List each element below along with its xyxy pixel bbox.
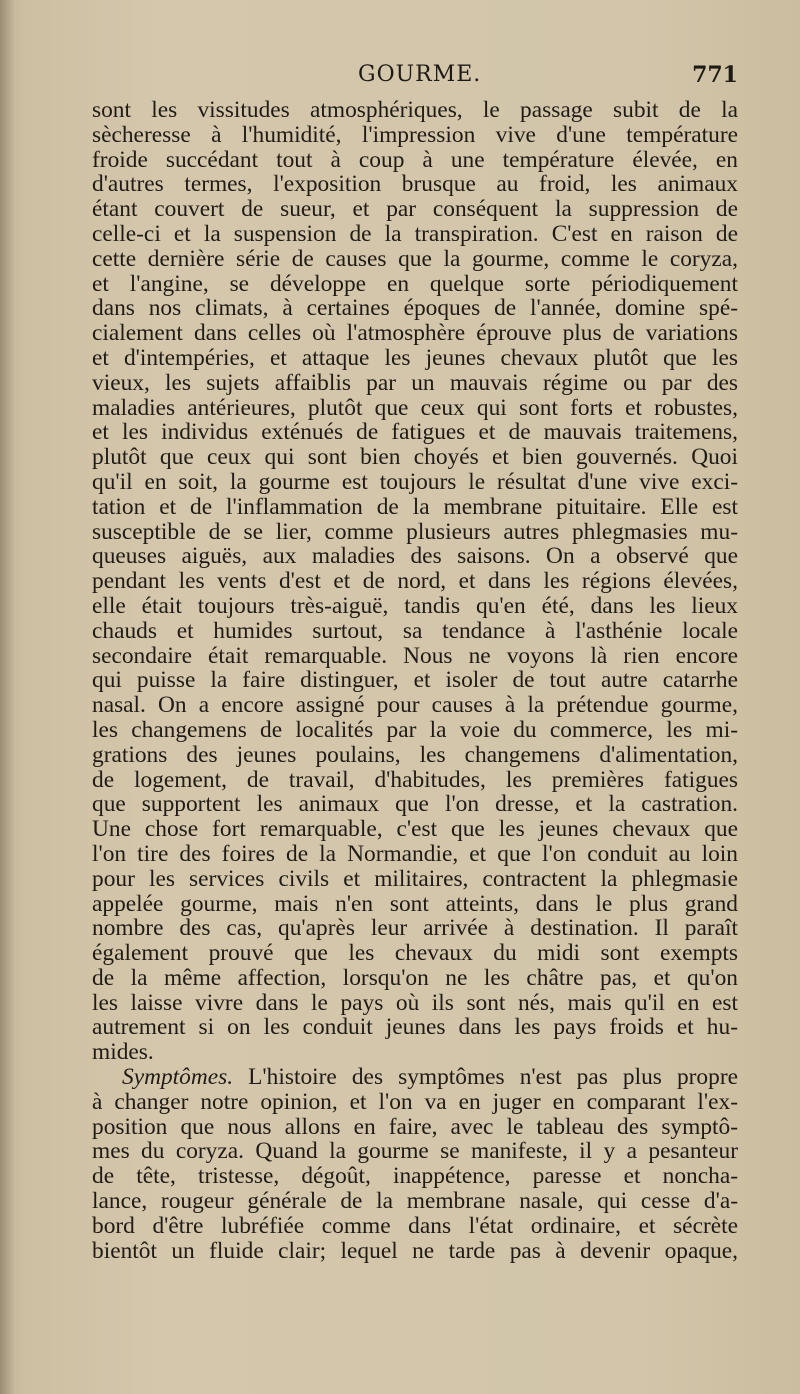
text-line: de tête, tristesse, dégoût, inappétence, paresse et noncha- <box>92 1163 738 1190</box>
text-line: mes du coryza. Quand la gourme se manifeste, il y a pesanteur <box>92 1138 738 1165</box>
text-line: froide succédant tout à coup à une température élevée, en <box>92 146 738 173</box>
text-line: à changer notre opinion, et l'on va en juger en comparant l'ex- <box>92 1088 738 1115</box>
text-line: pendant les vents d'est et de nord, et dans les régions élevées, <box>92 568 738 595</box>
text-line: cette dernière série de causes que la gourme, comme le coryza, <box>92 245 738 272</box>
text-line: d'autres termes, l'exposition brusque au froid, les animaux <box>92 171 738 198</box>
text-line: plutôt que ceux qui sont bien choyés et bien gouvernés. Quoi <box>92 444 738 471</box>
text-line: lance, rougeur générale de la membrane nasale, qui cesse d'a- <box>92 1188 738 1215</box>
text-line: et d'intempéries, et attaque les jeunes chevaux plutôt que les <box>92 344 738 371</box>
text-line: de logement, de travail, d'habitudes, les premières fatigues <box>92 766 738 793</box>
text-line <box>92 1065 738 1090</box>
section-heading-symptomes: Symptômes. <box>122 1064 234 1091</box>
causes-paragraph <box>92 98 738 1065</box>
text-line: chauds et humides surtout, sa tendance à l'asthénie locale <box>92 617 738 644</box>
text-line: susceptible de se lier, comme plusieurs autres phlegmasies mu- <box>92 518 738 545</box>
text-line: et l'angine, se développe en quelque sorte périodiquement <box>92 270 738 297</box>
text-line: appelée gourme, mais n'en sont atteints, dans le plus grand <box>92 890 738 917</box>
text-line: et les individus exténués de fatigues et de mauvais traitemens, <box>92 419 738 446</box>
text-line: bientôt un fluide clair; lequel ne tarde pas à devenir opaque, <box>92 1237 738 1264</box>
text-line: nasal. On a encore assigné pour causes à la prétendue gourme, <box>92 692 738 719</box>
text-line: grations des jeunes poulains, les changemens d'alimentation, <box>92 741 738 768</box>
text-line: Une chose fort remarquable, c'est que les jeunes chevaux que <box>92 816 738 843</box>
symptomes-paragraph <box>92 1065 738 1263</box>
running-title: GOURME. <box>358 62 482 87</box>
text-line: queuses aiguës, aux maladies des saisons. On a observé que <box>92 543 738 570</box>
text-line: tation et de l'inflammation de la membrane pituitaire. Elle est <box>92 493 738 520</box>
text-line: maladies antérieures, plutôt que ceux qui sont forts et robustes, <box>92 394 738 421</box>
text-line: les changemens de localités par la voie du commerce, les mi- <box>92 716 738 743</box>
page-number: 771 <box>692 62 738 88</box>
text-line: pour les services civils et militaires, contractent la phlegmasie <box>92 865 738 892</box>
text-line: position que nous allons en faire, avec le tableau des symptô- <box>92 1113 738 1140</box>
symptomes-first-line-text: L'histoire des symptômes n'est pas plus propre <box>233 1064 738 1091</box>
text-line: dans nos climats, à certaines époques de l'année, domine spé- <box>92 295 738 322</box>
text-line: sècheresse à l'humidité, l'impression vive d'une température <box>92 121 738 148</box>
text-line: mides. <box>92 1039 154 1066</box>
text-line: autrement si on les conduit jeunes dans les pays froids et hu- <box>92 1014 738 1041</box>
book-spine-shadow <box>0 0 16 1394</box>
text-line: qui puisse la faire distinguer, et isoler de tout autre catarrhe <box>92 667 738 694</box>
text-line: que supportent les animaux que l'on dresse, et la castration. <box>92 791 738 818</box>
text-line: elle était toujours très-aiguë, tandis qu'en été, dans les lieux <box>92 592 738 619</box>
text-line: cialement dans celles où l'atmosphère éprouve plus de variations <box>92 320 738 347</box>
text-line: celle-ci et la suspension de la transpiration. C'est en raison de <box>92 220 738 247</box>
text-line: de la même affection, lorsqu'on ne les châtre pas, et qu'on <box>92 964 738 991</box>
text-line: sont les vissitudes atmosphériques, le passage subit de la <box>92 97 738 123</box>
text-line: également prouvé que les chevaux du midi sont exempts <box>92 940 738 967</box>
text-line: nombre des cas, qu'après leur arrivée à destination. Il paraît <box>92 915 738 942</box>
text-line: secondaire était remarquable. Nous ne voyons là rien encore <box>92 642 738 669</box>
page-header <box>92 62 738 92</box>
text-line: bord d'être lubréfiée comme dans l'état ordinaire, et sécrète <box>92 1212 738 1239</box>
page-body <box>92 98 738 1263</box>
text-line: l'on tire des foires de la Normandie, et que l'on conduit au loin <box>92 840 738 867</box>
text-line: qu'il en soit, la gourme est toujours le résultat d'une vive exci- <box>92 468 738 495</box>
text-line: vieux, les sujets affaiblis par un mauvais régime ou par des <box>92 369 738 396</box>
text-line: les laisse vivre dans le pays où ils sont nés, mais qu'il en est <box>92 989 738 1016</box>
text-line: étant couvert de sueur, et par conséquent la suppression de <box>92 196 738 223</box>
